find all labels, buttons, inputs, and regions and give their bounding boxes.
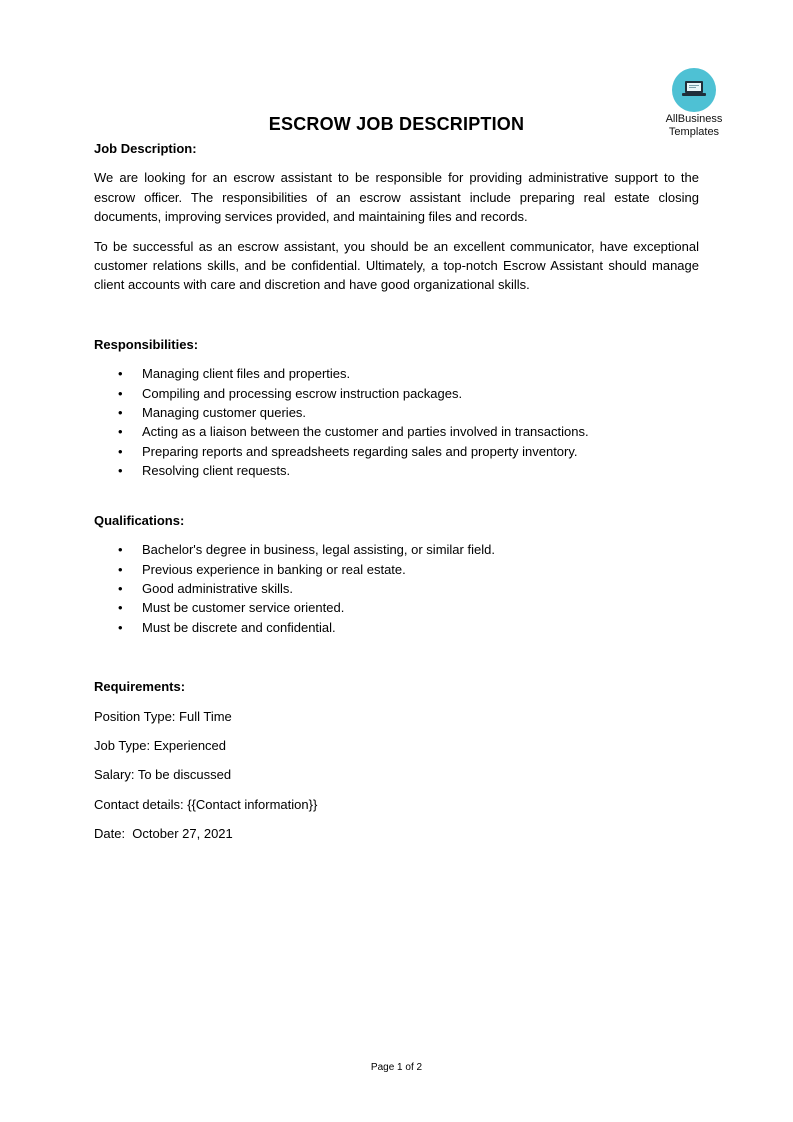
list-item (94, 442, 699, 461)
list-item-text: Previous experience in banking or real estate. (142, 561, 406, 577)
logo-text-line2: Templates (668, 126, 720, 138)
list-item (94, 364, 699, 383)
list-item-text: Acting as a liaison between the customer and parties involved in transactions. (142, 424, 589, 440)
list-item-text: Bachelor's degree in business, legal assisting, or similar field. (142, 542, 495, 558)
job-type: Job Type: Experienced (94, 737, 227, 753)
position-type: Position Type: Full Time (94, 708, 232, 724)
responsibilities-heading: Responsibilities: (94, 336, 199, 352)
job-description-paragraph-1: We are looking for an escrow assistant to be responsible for providing administrative support to the escrow officer. The responsibilities of an escrow assistant include preparing real estate closing documents, improving services provided, and maintaining files and records. (94, 170, 699, 225)
list-item-text: Good administrative skills. (142, 580, 293, 596)
list-item (94, 422, 699, 441)
job-description-heading: Job Description: (94, 141, 197, 156)
list-item-text: Compiling and processing escrow instruction packages. (142, 385, 463, 401)
document-title: ESCROW JOB DESCRIPTION (268, 114, 525, 134)
requirements-heading: Requirements: (94, 679, 186, 695)
bullet: • (118, 580, 123, 596)
list-item-text: Resolving client requests. (142, 463, 291, 479)
list-item-text: Managing client files and properties. (142, 366, 351, 382)
list-item-text: Managing customer queries. (142, 405, 307, 421)
list-item (94, 618, 699, 637)
salary: Salary: To be discussed (94, 767, 232, 783)
bullet: • (118, 405, 123, 421)
bullet: • (118, 600, 123, 616)
bullet: • (118, 385, 123, 401)
qualifications-heading: Qualifications: (94, 512, 185, 528)
list-item (94, 461, 699, 480)
bullet: • (118, 443, 123, 459)
document-body (94, 139, 699, 844)
list-item-text: Preparing reports and spreadsheets regarding sales and property inventory. (142, 443, 578, 459)
list-item (94, 598, 699, 617)
contact-details: Contact details: {{Contact information}} (94, 796, 318, 812)
list-item-text: Must be customer service oriented. (142, 600, 345, 616)
list-item (94, 403, 699, 422)
qualifications-list (94, 540, 699, 637)
bullet: • (118, 366, 123, 382)
list-item (94, 560, 699, 579)
page-number: Page 1 of 2 (370, 1062, 423, 1073)
logo-text-line1: AllBusiness (665, 113, 723, 125)
list-item (94, 384, 699, 403)
bullet: • (118, 542, 123, 558)
list-item (94, 579, 699, 598)
bullet: • (118, 561, 123, 577)
job-description-paragraph-2: To be successful as an escrow assistant, you should be an excellent communicator, have exceptional customer relations skills, and be confidential. Ultimately, a top-notch Escrow Assistant should manage client accounts with care and discretion and have good organizational skills. (94, 238, 699, 293)
date: Date: October 27, 2021 (94, 826, 233, 842)
bullet: • (118, 463, 123, 479)
list-item (94, 540, 699, 559)
bullet: • (118, 424, 123, 440)
laptop-icon (672, 68, 716, 112)
list-item-text: Must be discrete and confidential. (142, 619, 336, 635)
bullet: • (118, 619, 123, 635)
responsibilities-list (94, 364, 699, 480)
